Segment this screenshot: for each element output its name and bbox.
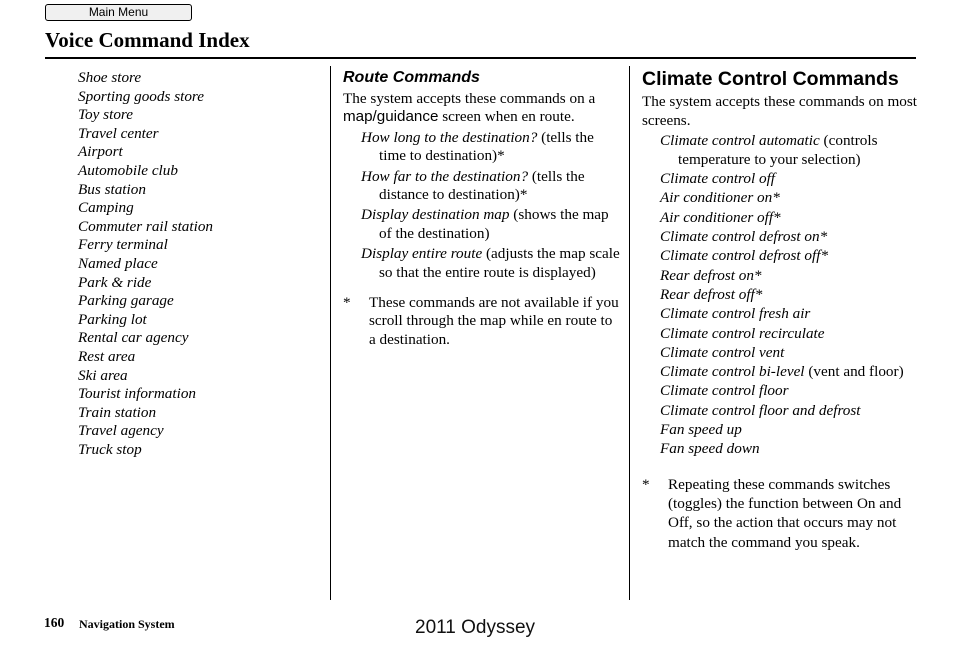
place-command: Ferry terminal (78, 236, 168, 254)
place-command: Parking garage (78, 292, 174, 310)
route-commands-section (343, 68, 621, 349)
route-intro-term: map/guidance (343, 108, 439, 126)
climate-command (642, 266, 917, 285)
route-heading: Route Commands (343, 69, 480, 86)
climate-command (642, 343, 917, 362)
command-phrase: Climate control bi-level (660, 363, 805, 381)
command-phrase: Rear defrost on* (660, 266, 762, 284)
command-phrase: Climate control defrost off* (660, 247, 829, 265)
footer-label: Navigation System (79, 617, 175, 631)
climate-command (642, 285, 917, 304)
command-phrase: Display destination map (361, 206, 510, 224)
route-footnote: * These commands are not available if you scroll through the map while en route to a destination. (343, 294, 619, 348)
main-menu-button[interactable]: Main Menu (45, 4, 192, 21)
column-divider (629, 66, 630, 600)
climate-footnote: * Repeating these commands switches (toggles) the function between On and Off, so the action that occurs may not match the command you speak. (642, 475, 902, 551)
place-command: Toy store (78, 106, 133, 124)
place-command: Named place (78, 254, 158, 272)
place-command: Automobile club (78, 161, 178, 179)
place-command: Tourist information (78, 385, 197, 403)
page-title: Voice Command Index (45, 28, 250, 52)
route-command (343, 245, 621, 282)
climate-intro: The system accepts these commands on most screens. (642, 93, 917, 130)
climate-command (642, 439, 917, 458)
climate-command (642, 169, 917, 188)
command-phrase: Climate control vent (660, 343, 785, 361)
climate-command (642, 401, 917, 420)
command-phrase: Display entire route (361, 245, 483, 263)
place-command: Truck stop (78, 440, 142, 458)
climate-command (642, 246, 917, 265)
command-description: (vent and floor) (808, 363, 904, 381)
command-description: (adjusts the map scale so that the entire route is displayed) (379, 245, 620, 281)
place-command: Camping (78, 199, 134, 217)
command-description: (tells the time to destination)* (379, 128, 594, 165)
climate-command (642, 381, 917, 400)
place-command: Travel agency (78, 422, 164, 440)
climate-command (642, 208, 917, 227)
page-number: 160 (44, 615, 65, 630)
place-command: Train station (78, 403, 157, 421)
place-command: Ski area (78, 366, 128, 384)
place-command: Travel center (78, 124, 159, 142)
command-phrase: Rear defrost off* (660, 285, 763, 303)
command-phrase: Climate control fresh air (660, 305, 811, 323)
place-command-list (78, 69, 213, 459)
command-phrase: How long to the destination? (361, 128, 538, 146)
route-command-list (343, 129, 621, 282)
command-phrase: Fan speed down (660, 440, 760, 458)
command-phrase: Climate control floor (660, 382, 789, 400)
route-intro: The system accepts these commands on a map/guidance screen when en route. (343, 90, 596, 126)
climate-command (642, 131, 917, 170)
place-command: Sporting goods store (78, 87, 205, 105)
column-divider (330, 66, 331, 600)
title-divider (45, 57, 916, 59)
climate-command (642, 304, 917, 323)
command-phrase: Climate control off (660, 170, 776, 188)
place-command: Rental car agency (78, 329, 189, 347)
command-description: (controls temperature to your selection) (678, 131, 878, 168)
climate-commands-section (642, 68, 917, 552)
command-phrase: Fan speed up (660, 421, 742, 439)
climate-command-list (642, 131, 917, 459)
command-phrase: Climate control defrost on* (660, 228, 828, 246)
command-phrase: How far to the destination? (361, 167, 529, 185)
climate-command (642, 362, 917, 381)
climate-heading: Climate Control Commands (642, 68, 899, 90)
place-command: Rest area (78, 347, 136, 365)
climate-command (642, 324, 917, 343)
route-command (343, 206, 621, 243)
command-phrase: Climate control recirculate (660, 324, 825, 342)
command-phrase: Climate control floor and defrost (660, 401, 861, 419)
command-phrase: Air conditioner on* (660, 189, 780, 207)
watermark: 2011 Odyssey (415, 617, 536, 638)
climate-command (642, 420, 917, 439)
route-command (343, 129, 621, 166)
place-command: Park & ride (78, 273, 152, 291)
climate-command (642, 227, 917, 246)
command-phrase: Climate control automatic (660, 131, 820, 149)
command-description: (tells the distance to destination)* (379, 167, 585, 204)
place-command: Shoe store (78, 69, 142, 86)
place-command: Bus station (78, 180, 146, 198)
place-command: Parking lot (78, 310, 147, 328)
climate-command (642, 188, 917, 207)
route-command (343, 168, 621, 205)
command-description: (shows the map of the destination) (379, 206, 609, 242)
place-command: Commuter rail station (78, 217, 214, 235)
place-command: Airport (78, 143, 123, 161)
command-phrase: Air conditioner off* (660, 208, 781, 226)
